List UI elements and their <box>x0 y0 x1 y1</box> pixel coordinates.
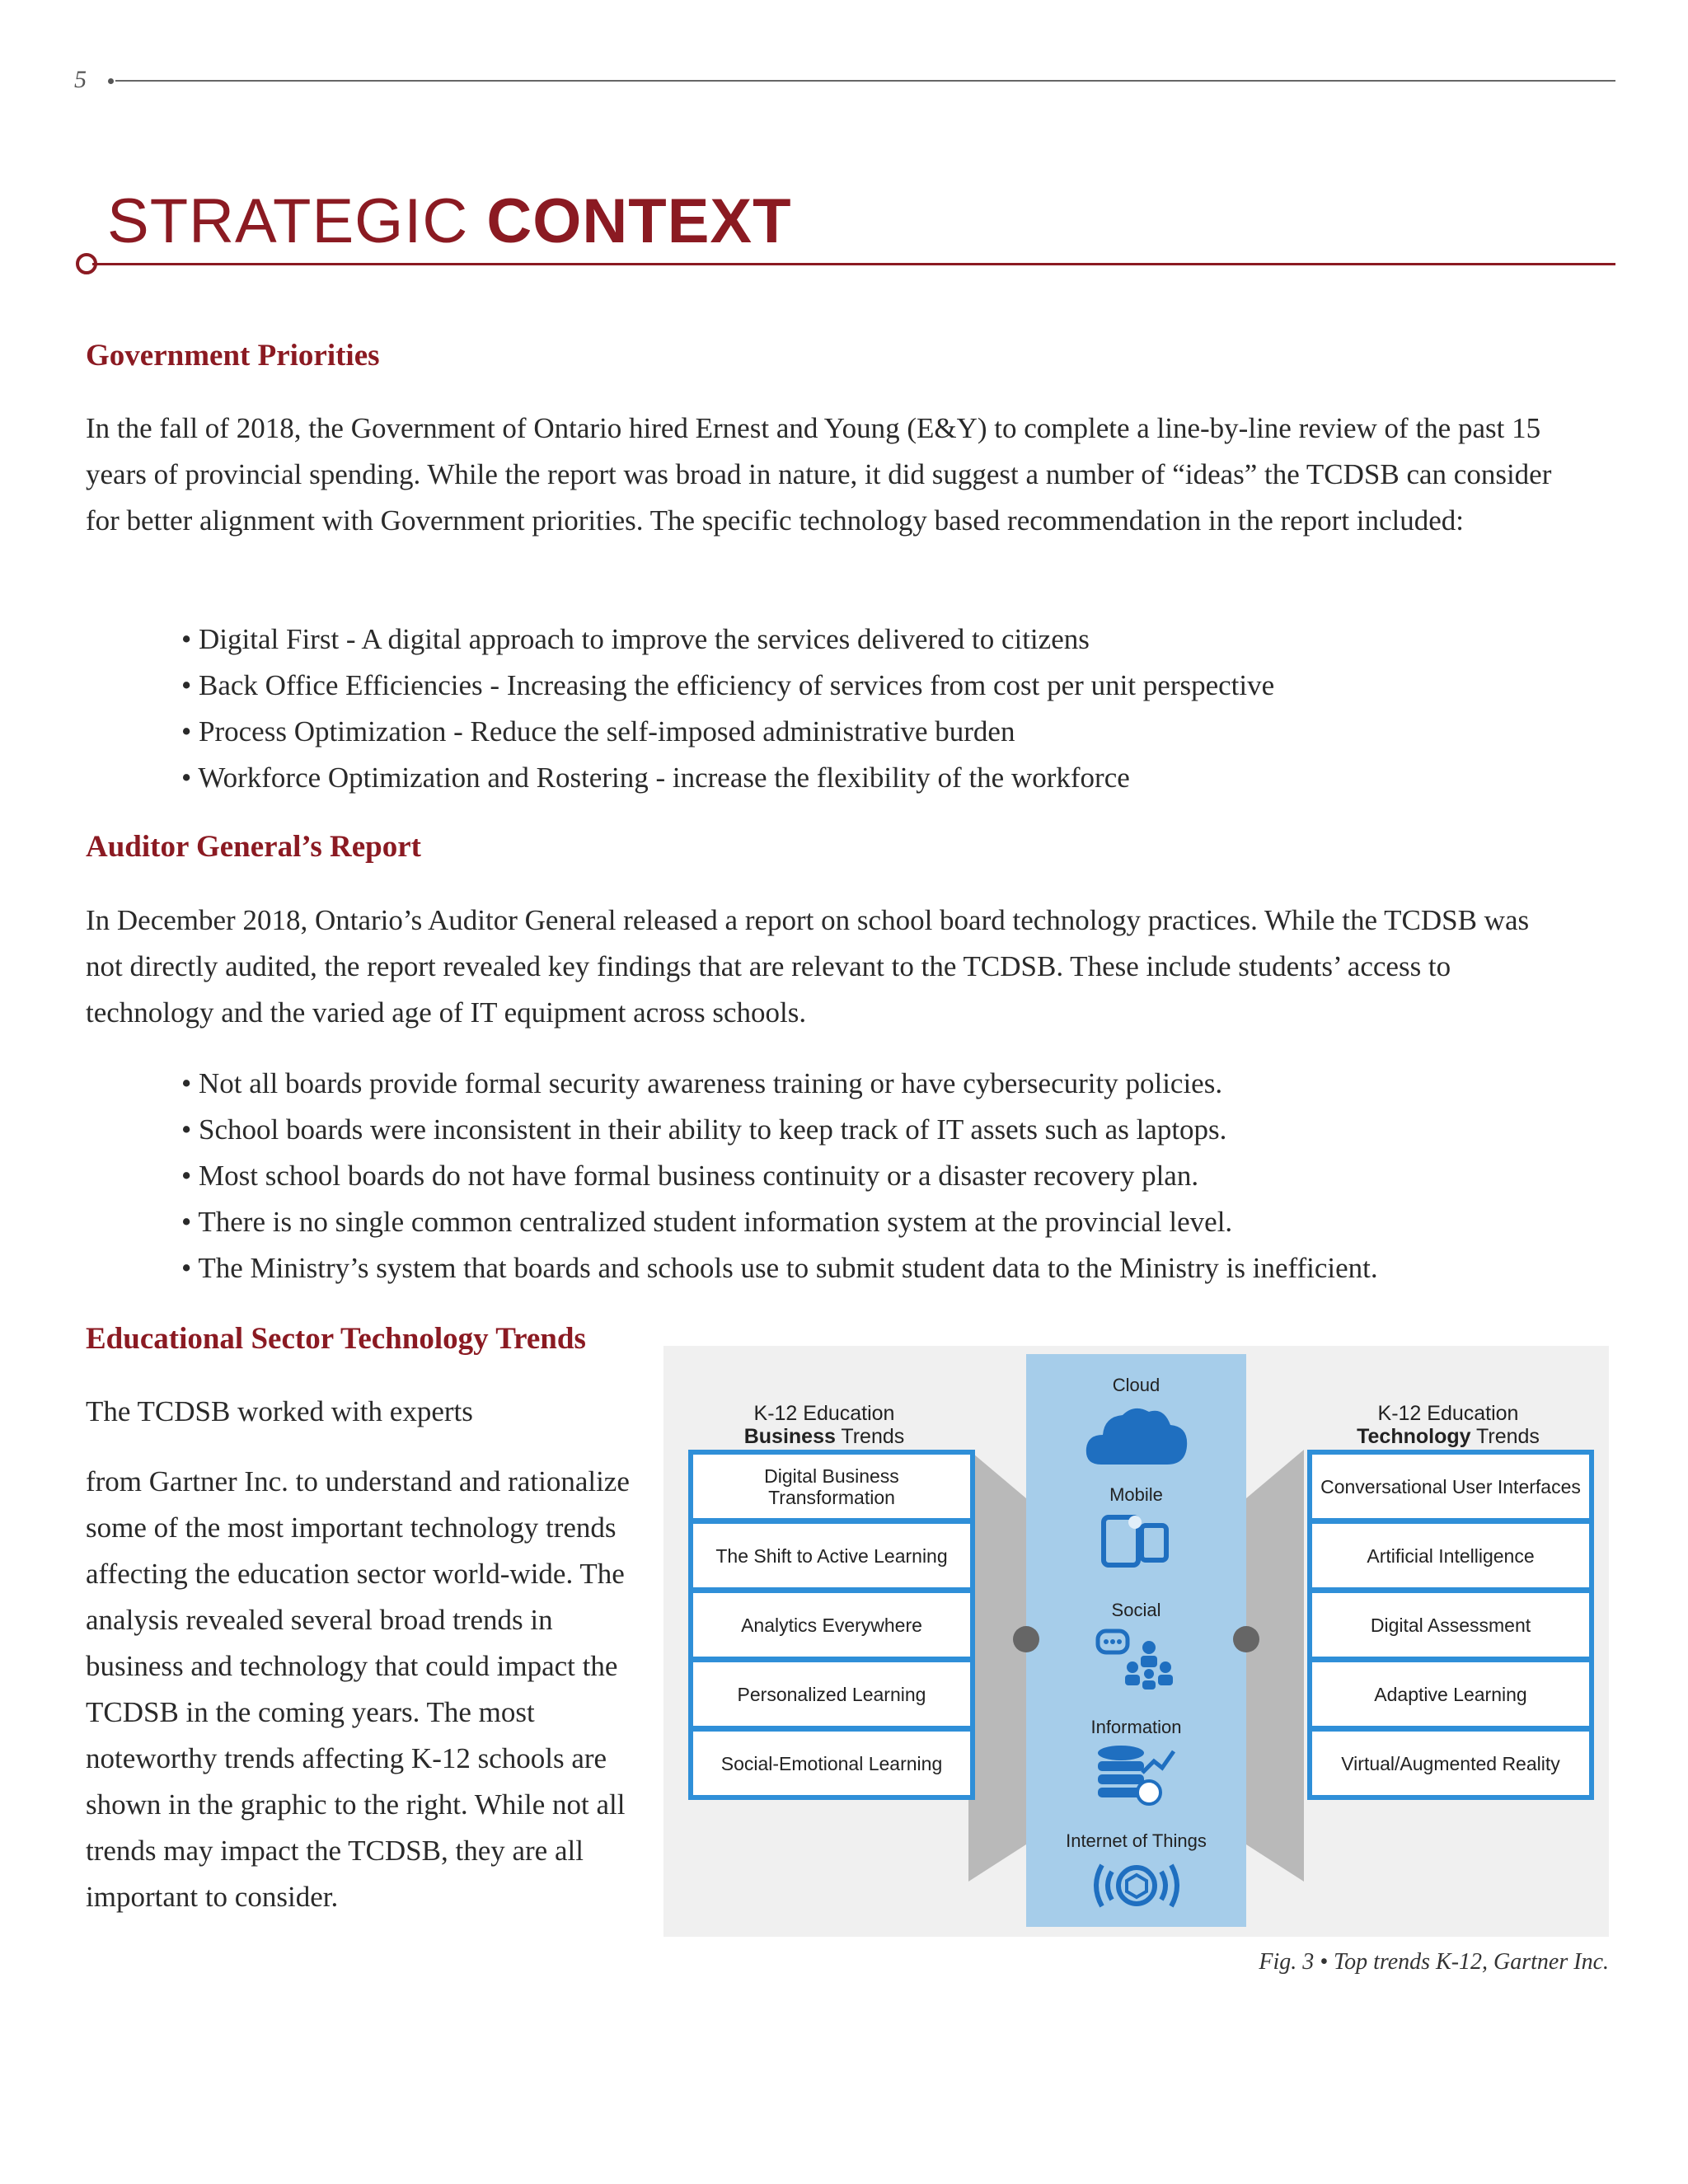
list-item: • Digital First - A digital approach to improve the services delivered to citizens <box>181 616 1274 663</box>
center-label-cloud: Cloud <box>1112 1375 1160 1395</box>
business-trends-heading-bold: Business <box>743 1425 836 1448</box>
k12-trends-figure <box>663 1346 1609 1937</box>
center-label-social: Social <box>1111 1600 1161 1620</box>
technology-trends-heading-rest: Trends <box>1470 1425 1540 1448</box>
government-priorities-paragraph: In the fall of 2018, the Government of Ontario hired Ernest and Young (E&Y) to complete a line-by-line review of the past 15 years of provincial spending. While the report was broad in nature, it did suggest a number of “ideas” the TCDSB can consider for better alignment with Government priorities. The specific technology based recommendation in the report included: <box>86 412 1552 537</box>
technology-trends-column <box>1307 1450 1594 1800</box>
technology-trend-item: Artificial Intelligence <box>1312 1524 1589 1587</box>
list-item: • Workforce Optimization and Rostering - increase the flexibility of the workforce <box>181 755 1274 801</box>
auditor-report-bullets <box>181 1061 1378 1291</box>
title-rule <box>92 263 1615 265</box>
list-item: • There is no single common centralized student information system at the provincial level. <box>181 1199 1378 1245</box>
technology-trend-item: Digital Assessment <box>1312 1593 1589 1657</box>
technology-trends-heading <box>1304 1402 1592 1448</box>
government-priorities-bullets <box>181 616 1274 801</box>
page-number: 5 <box>74 66 87 93</box>
technology-trend-item: Conversational User Interfaces <box>1312 1455 1589 1518</box>
page-title-bold: CONTEXT <box>486 186 792 256</box>
tech-trends-paragraph-2: from Gartner Inc. to understand and rationalize some of the most important technology trends affecting the education sector world-wide. The analysis revealed several broad trends in business and technology that could impact the TCDSB in the coming years. The most noteworthy trends affecting K-12 schools are shown in the graphic to the right. While not all trends may impact the TCDSB, they are all important to consider. <box>86 1465 630 1913</box>
list-item: • Process Optimization - Reduce the self-imposed administrative burden <box>181 709 1274 755</box>
auditor-report-paragraph: In December 2018, Ontario’s Auditor General released a report on school board technology practices. While the TCDSB was not directly audited, the report revealed key findings that are relevant to the TCDSB. These include students’ access to technology and the varied age of IT equipment across schools. <box>86 904 1530 1029</box>
technology-trend-item: Virtual/Augmented Reality <box>1312 1732 1589 1795</box>
page-title <box>107 185 792 257</box>
business-trend-item: Digital Business Transformation <box>693 1455 970 1518</box>
tech-trends-heading: Educational Sector Technology Trends <box>86 1322 586 1356</box>
business-trend-item: The Shift to Active Learning <box>693 1524 970 1587</box>
list-item: • Not all boards provide formal security awareness training or have cybersecurity policies. <box>181 1061 1378 1107</box>
government-priorities-heading: Government Priorities <box>86 339 380 373</box>
business-trend-item: Analytics Everywhere <box>693 1593 970 1657</box>
tech-trends-paragraph-1: The TCDSB worked with experts <box>86 1395 473 1427</box>
list-item: • School boards were inconsistent in their ability to keep track of IT assets such as laptops. <box>181 1107 1378 1153</box>
center-label-mobile: Mobile <box>1109 1484 1163 1505</box>
business-trends-column <box>688 1450 975 1800</box>
list-item: • Back Office Efficiencies - Increasing the efficiency of services from cost per unit perspective <box>181 663 1274 709</box>
header-rule <box>115 80 1615 82</box>
technology-trends-heading-line1: K-12 Education <box>1377 1402 1519 1425</box>
auditor-report-heading: Auditor General’s Report <box>86 830 421 864</box>
technology-trend-item: Adaptive Learning <box>1312 1662 1589 1726</box>
figure-caption: Fig. 3 • Top trends K-12, Gartner Inc. <box>1259 1949 1609 1975</box>
technology-trends-heading-line2 <box>1304 1425 1592 1448</box>
business-trends-heading <box>680 1402 968 1448</box>
business-trends-heading-line2 <box>680 1425 968 1448</box>
page-title-light: STRATEGIC <box>107 186 487 256</box>
business-trend-item: Personalized Learning <box>693 1662 970 1726</box>
business-trends-heading-line1: K-12 Education <box>753 1402 895 1425</box>
technology-trends-heading-bold: Technology <box>1357 1425 1471 1448</box>
list-item: • Most school boards do not have formal business continuity or a disaster recovery plan. <box>181 1153 1378 1199</box>
header-rule-dot <box>108 78 114 84</box>
business-trends-heading-rest: Trends <box>835 1425 905 1448</box>
right-connector-dot <box>1233 1626 1259 1652</box>
left-connector-dot <box>1013 1626 1039 1652</box>
business-trend-item: Social-Emotional Learning <box>693 1732 970 1795</box>
list-item: • The Ministry’s system that boards and schools use to submit student data to the Ministry is inefficient. <box>181 1245 1378 1291</box>
center-label-information: Information <box>1090 1717 1182 1737</box>
center-label-iot: Internet of Things <box>1066 1830 1207 1851</box>
